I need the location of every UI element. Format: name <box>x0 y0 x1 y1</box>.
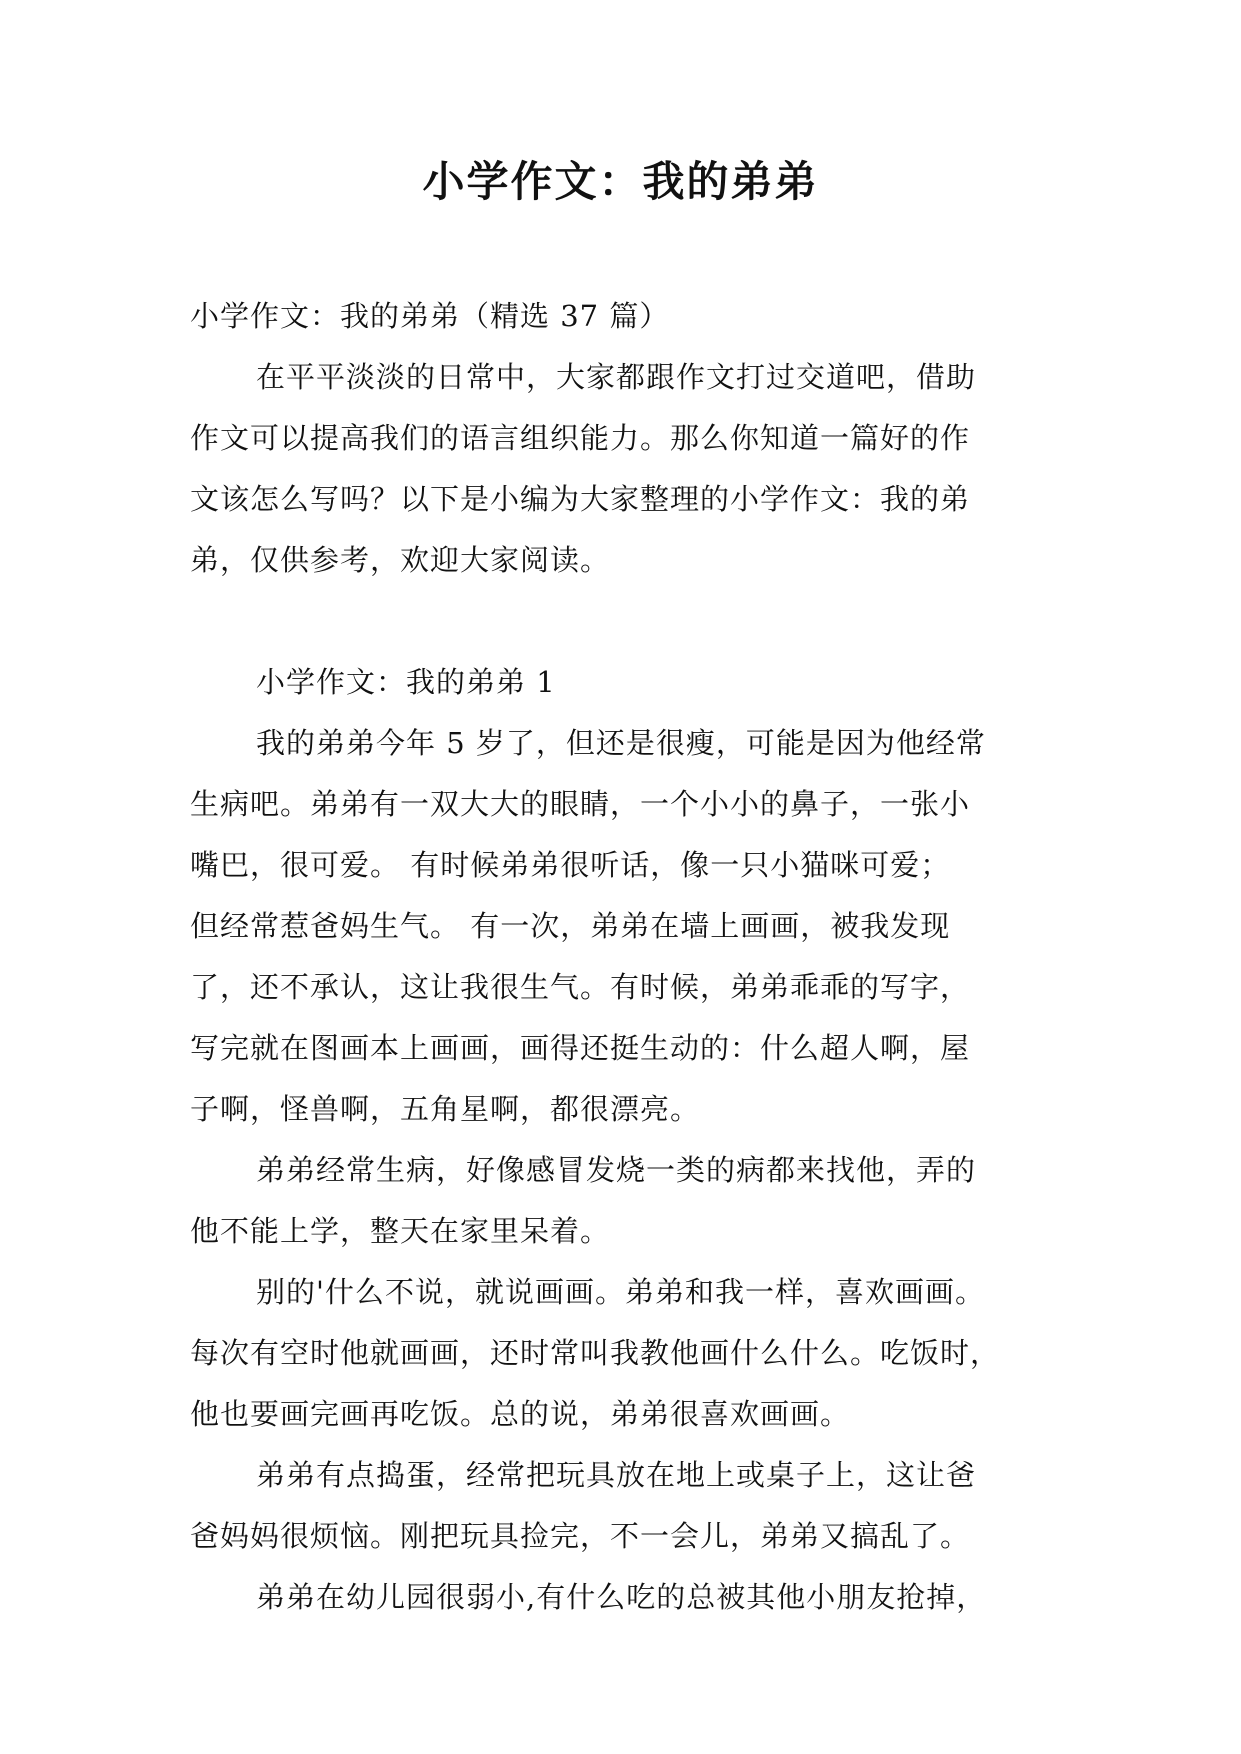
paragraph-line: 他不能上学，整天在家里呆着。 <box>190 1214 611 1248</box>
paragraph-line: 爸妈妈很烦恼。刚把玩具捡完，不一会儿，弟弟又搞乱了。 <box>190 1519 971 1553</box>
paragraph-line: 嘴巴，很可爱。 有时候弟弟很听话，像一只小猫咪可爱； <box>190 848 951 882</box>
paragraph-line: 别的'什么不说，就说画画。弟弟和我一样，喜欢画画。 <box>256 1275 985 1309</box>
paragraph-line: 了，还不承认，这让我很生气。有时候，弟弟乖乖的写字， <box>190 970 971 1004</box>
paragraph-line: 他也要画完画再吃饭。总的说，弟弟很喜欢画画。 <box>190 1397 851 1431</box>
paragraph-line: 但经常惹爸妈生气。 有一次，弟弟在墙上画画，被我发现 <box>190 909 951 943</box>
blank-line <box>190 591 1056 652</box>
paragraph-line: 在平平淡淡的日常中，大家都跟作文打过交道吧，借助 <box>256 360 977 394</box>
paragraph-line: 子啊，怪兽啊，五角星啊，都很漂亮。 <box>190 1092 701 1126</box>
paragraph-line: 弟弟在幼儿园很弱小,有什么吃的总被其他小朋友抢掉， <box>256 1580 987 1614</box>
paragraph-5 <box>190 1567 1056 1628</box>
document-body <box>190 286 1056 1628</box>
paragraph-line: 弟，仅供参考，欢迎大家阅读。 <box>190 543 611 577</box>
paragraph-line: 弟弟经常生病，好像感冒发烧一类的病都来找他，弄的 <box>256 1153 977 1187</box>
paragraph-line: 生病吧。弟弟有一双大大的眼睛，一个小小的鼻子，一张小 <box>190 787 971 821</box>
paragraph-4 <box>190 1445 1056 1567</box>
document-subtitle: 小学作文：我的弟弟（精选 37 篇） <box>190 299 670 333</box>
paragraph-line: 每次有空时他就画画，还时常叫我教他画什么什么。吃饭时， <box>190 1336 1001 1370</box>
intro-paragraph <box>190 347 1056 591</box>
section-heading: 小学作文：我的弟弟 1 <box>256 665 556 699</box>
paragraph-line: 我的弟弟今年 5 岁了，但还是很瘦，可能是因为他经常 <box>256 726 986 760</box>
paragraph-3 <box>190 1262 1056 1445</box>
paragraph-line: 弟弟有点捣蛋，经常把玩具放在地上或桌子上，这让爸 <box>256 1458 977 1492</box>
paragraph-line: 文该怎么写吗？以下是小编为大家整理的小学作文：我的弟 <box>190 482 971 516</box>
paragraph-2 <box>190 1140 1056 1262</box>
paragraph-1 <box>190 713 1056 1140</box>
paragraph-line: 写完就在图画本上画画，画得还挺生动的：什么超人啊，屋 <box>190 1031 971 1065</box>
document-title: 小学作文：我的弟弟 <box>422 157 819 206</box>
paragraph-line: 作文可以提高我们的语言组织能力。那么你知道一篇好的作 <box>190 421 971 455</box>
